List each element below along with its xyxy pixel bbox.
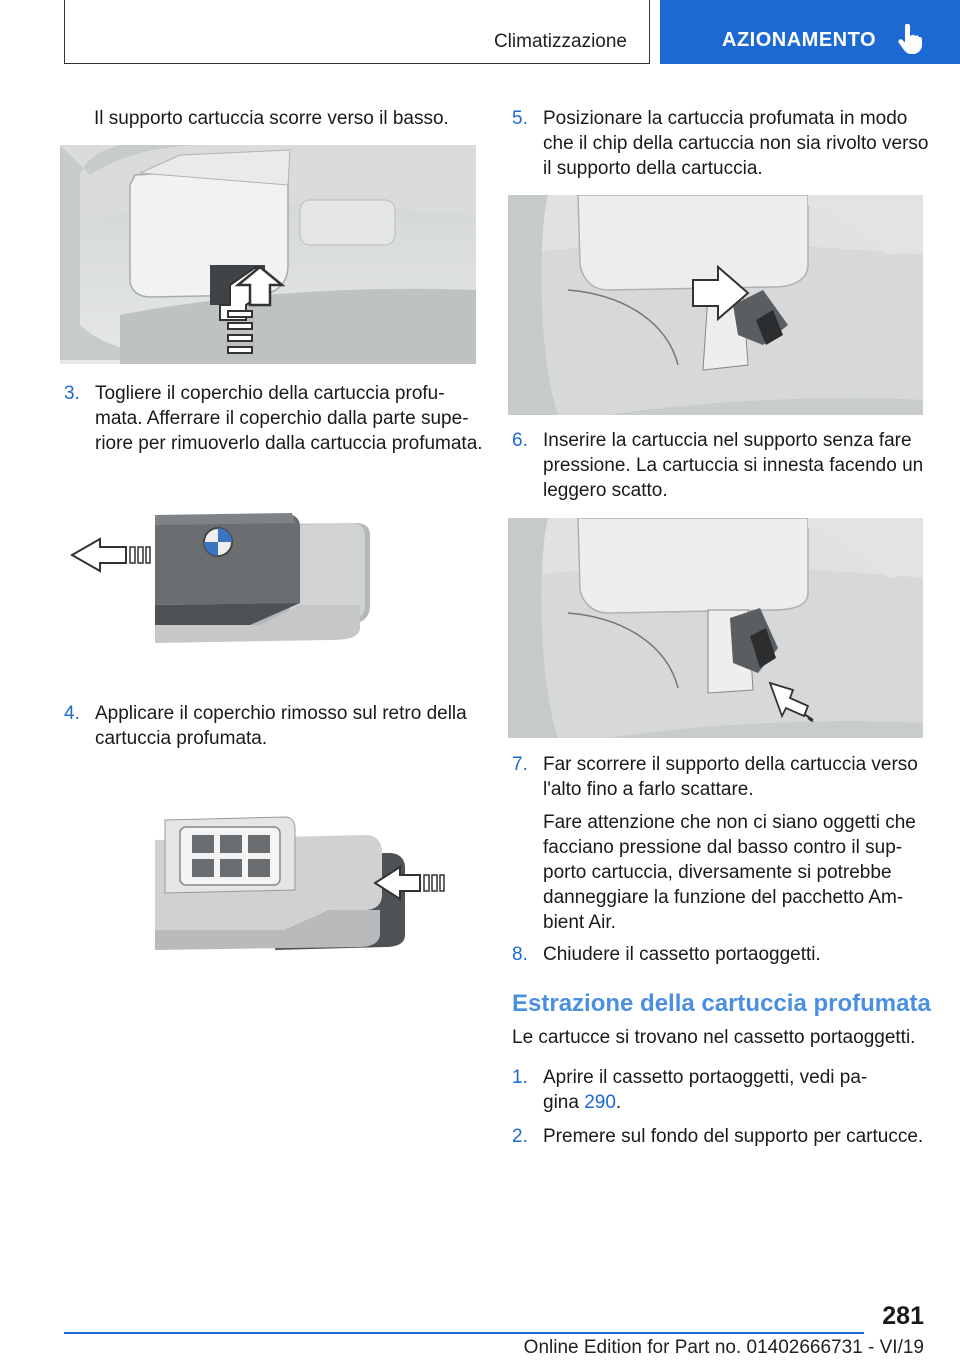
step-number: 3.: [64, 383, 80, 404]
step-line: Togliere il coperchio della cartuccia profu-: [95, 383, 445, 404]
step-line: che il chip della cartuccia non sia rivolto verso: [543, 133, 929, 154]
position-cartridge-image: [508, 195, 923, 415]
step-line: Far scorrere il supporto della cartuccia verso: [543, 754, 918, 775]
step-number: 4.: [64, 703, 80, 724]
step-line: Chiudere il cassetto portaoggetti.: [543, 944, 821, 965]
step-line: mata. Afferrare il coperchio dalla parte supe-: [95, 408, 469, 429]
page-link[interactable]: 290: [584, 1092, 616, 1113]
step-note-line: Fare attenzione che non ci siano oggetti che: [543, 812, 916, 833]
step-note-line: danneggiare la funzione del pacchetto Am-: [543, 887, 904, 908]
step-number: 2.: [512, 1126, 528, 1147]
step-line: Posizionare la cartuccia profumata in modo: [543, 108, 908, 129]
step-line-prefix: gina: [543, 1092, 585, 1113]
step-line: Premere sul fondo del supporto per cartucce.: [543, 1126, 924, 1147]
section-heading: Estrazione della cartuccia profumata: [512, 990, 931, 1017]
step-line: Applicare il coperchio rimosso sul retro della: [95, 703, 467, 724]
step-note-line: bient Air.: [543, 912, 616, 933]
step-number: 1.: [512, 1067, 528, 1088]
insert-cartridge-image: [508, 518, 923, 738]
step-line: l'alto fino a farlo scattare.: [543, 779, 754, 800]
step-number: 6.: [512, 430, 528, 451]
remove-cover-image: [60, 495, 476, 665]
pointing-hand-icon: [896, 24, 922, 54]
step-line: Aprire il cassetto portaoggetti, vedi pa-: [543, 1067, 868, 1088]
step-note-line: facciano pressione dal basso contro il sup-: [543, 837, 903, 858]
step-line: pressione. La cartuccia si innesta facendo un: [543, 455, 924, 476]
step-line: cartuccia profumata.: [95, 728, 268, 749]
step-number: 5.: [512, 108, 528, 129]
chapter-title: AZIONAMENTO: [722, 29, 877, 51]
footer-edition: Online Edition for Part no. 01402666731 - VI/19: [523, 1337, 924, 1358]
step-line: Inserire la cartuccia nel supporto senza fare: [543, 430, 912, 451]
step-number: 8.: [512, 944, 528, 965]
step-line: il supporto della cartuccia.: [543, 158, 763, 179]
intro-text: Il supporto cartuccia scorre verso il basso.: [94, 108, 449, 129]
header-chapter-box: [660, 0, 960, 64]
step-number: 7.: [512, 754, 528, 775]
step-line: riore per rimuoverlo dalla cartuccia profumata.: [95, 433, 483, 454]
step-note-line: porto cartuccia, diversamente si potrebbe: [543, 862, 892, 883]
step-line-suffix: .: [615, 1092, 622, 1113]
header-section-box: [64, 0, 650, 64]
apply-cover-image: [60, 805, 476, 965]
section-paragraph: Le cartucce si trovano nel cassetto portaoggetti.: [512, 1027, 916, 1048]
footer-divider: [64, 1332, 864, 1334]
step-line: leggero scatto.: [543, 480, 668, 501]
holder-slide-down-image: [60, 145, 476, 364]
page-number: 281: [882, 1302, 924, 1330]
section-title: Climatizzazione: [493, 31, 627, 52]
